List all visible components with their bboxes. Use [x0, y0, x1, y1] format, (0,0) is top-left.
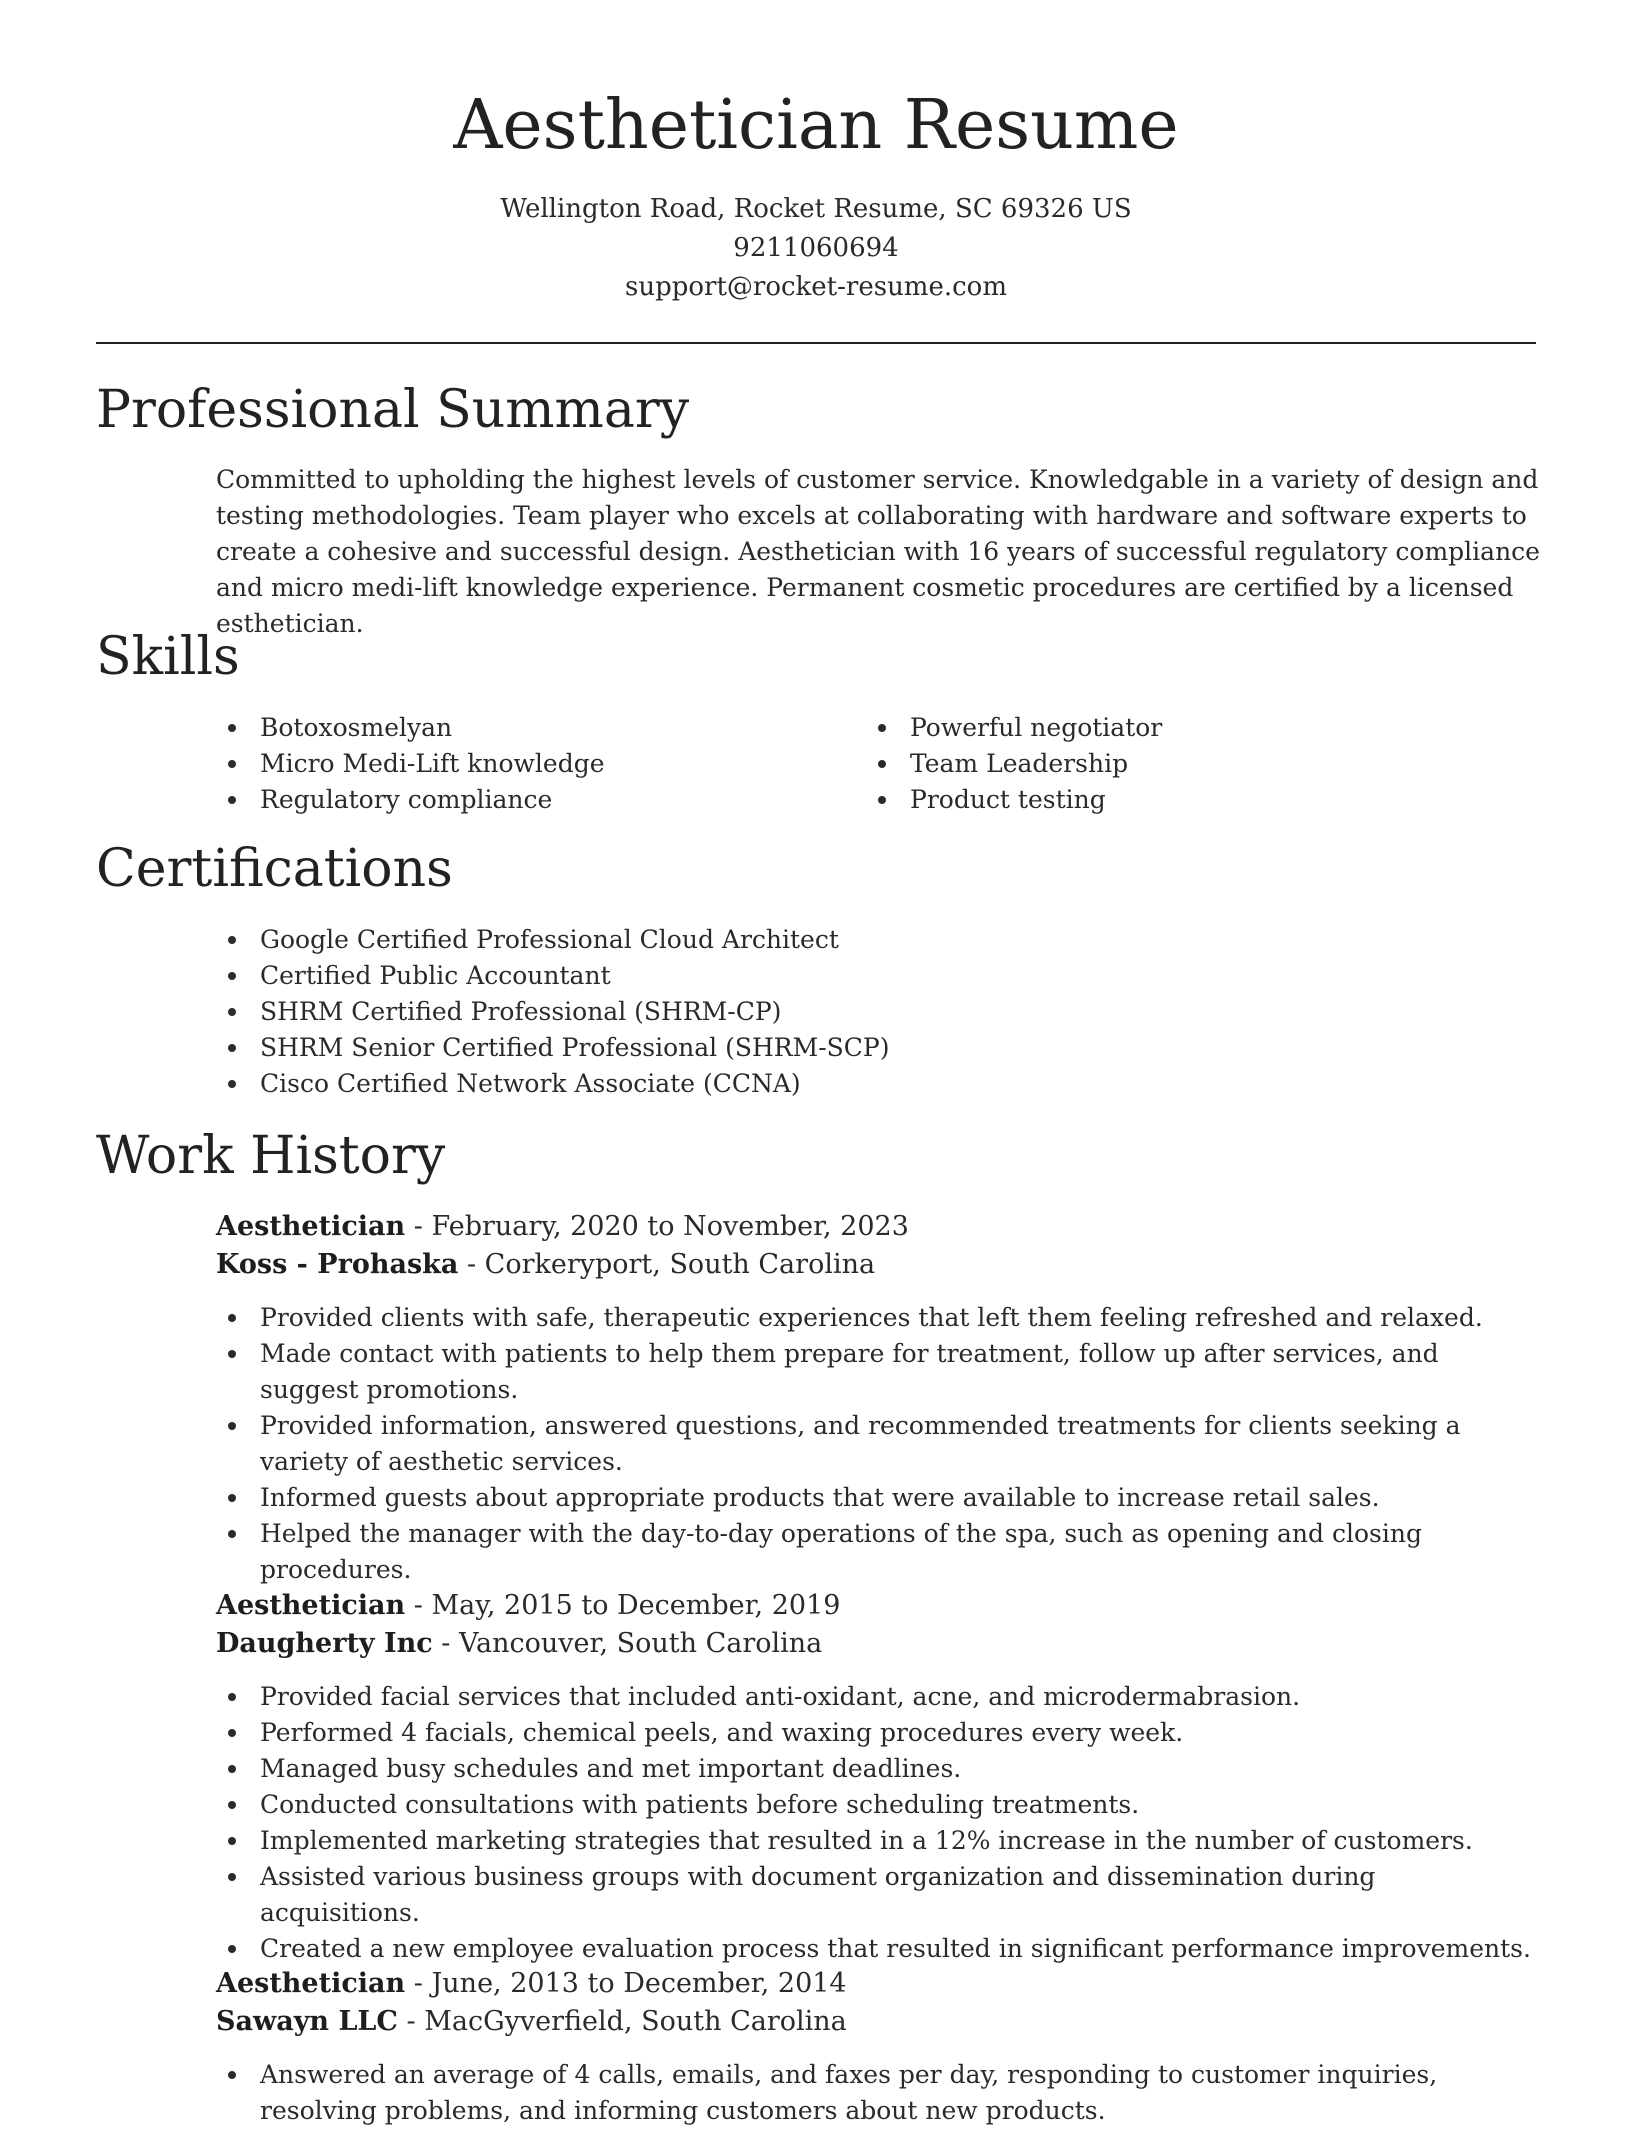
work-history-heading: Work History	[96, 1126, 446, 1186]
bullet-icon	[228, 760, 236, 768]
job-role: Aesthetician	[216, 1590, 406, 1621]
job-entry	[216, 1965, 1542, 2129]
job-company: Sawayn LLC	[216, 2006, 398, 2037]
list-item: Micro Medi-Lift knowledge	[216, 746, 856, 782]
job-dates: May, 2015 to December, 2019	[431, 1590, 841, 1621]
bullet-icon	[228, 1765, 236, 1773]
list-item: Answered an average of 4 calls, emails, and faxes per day, responding to customer inquiries, resolving problems, and informing customers about new products.	[216, 2057, 1542, 2129]
certifications-heading: Certifications	[96, 839, 453, 899]
address: Wellington Road, Rocket Resume, SC 69326 US	[500, 194, 1132, 224]
phone: 9211060694	[733, 233, 899, 263]
list-item: Assisted various business groups with document organization and dissemination during acquisitions.	[216, 1859, 1542, 1931]
list-item: Created a new employee evaluation process that resulted in significant performance improvements.	[216, 1931, 1542, 1967]
job-entry	[216, 1208, 1542, 1588]
list-item: Performed 4 facials, chemical peels, and waxing procedures every week.	[216, 1715, 1542, 1751]
job-dates: February, 2020 to November, 2023	[431, 1211, 909, 1242]
bullet-icon	[228, 1494, 236, 1502]
bullet-icon	[228, 1008, 236, 1016]
resume-title: Aesthetician Resume	[453, 86, 1179, 165]
job-location: MacGyverfield, South Carolina	[424, 2006, 847, 2037]
summary-heading: Professional Summary	[96, 380, 690, 440]
job-company-line: Koss - Prohaska - Corkeryport, South Carolina	[216, 1249, 876, 1280]
list-item: Regulatory compliance	[216, 782, 856, 818]
skills-heading: Skills	[96, 627, 240, 687]
job-company: Koss - Prohaska	[216, 1249, 459, 1280]
bullet-icon	[228, 796, 236, 804]
email: support@rocket-resume.com	[624, 272, 1007, 302]
job-role: Aesthetician	[216, 1968, 406, 1999]
list-item: Provided facial services that included anti-oxidant, acne, and microdermabrasion.	[216, 1679, 1542, 1715]
bullet-icon	[878, 796, 886, 804]
bullet-icon	[228, 1080, 236, 1088]
job-company-line: Daugherty Inc - Vancouver, South Carolina	[216, 1628, 823, 1659]
bullet-icon	[228, 1729, 236, 1737]
bullet-icon	[228, 1422, 236, 1430]
list-item: SHRM Certified Professional (SHRM-CP)	[216, 994, 1516, 1030]
bullet-icon	[228, 1314, 236, 1322]
bullet-icon	[228, 1945, 236, 1953]
list-item: Powerful negotiator	[866, 710, 1506, 746]
contact-block	[0, 190, 1632, 307]
bullet-icon	[228, 1693, 236, 1701]
list-item: Implemented marketing strategies that resulted in a 12% increase in the number of customers.	[216, 1823, 1542, 1859]
bullet-icon	[228, 1837, 236, 1845]
list-item: Certified Public Accountant	[216, 958, 1516, 994]
list-item: Informed guests about appropriate products that were available to increase retail sales.	[216, 1480, 1542, 1516]
list-item: Product testing	[866, 782, 1506, 818]
job-title-line: Aesthetician - February, 2020 to November, 2023	[216, 1211, 909, 1242]
job-bullets	[216, 1679, 1542, 1967]
list-item: Team Leadership	[866, 746, 1506, 782]
summary-text: Committed to upholding the highest levels of customer service. Knowledgable in a variety of design and testing methodologies. Team player who excels at collaborating with hardware and software experts to create a cohesive and successful design. Aesthetician with 16 years of successful regulatory compliance and micro medi-lift knowledge experience. Permanent cosmetic procedures are certified by a licensed esthetician.	[216, 465, 1540, 638]
bullet-icon	[228, 1350, 236, 1358]
bullet-icon	[878, 760, 886, 768]
bullet-icon	[228, 936, 236, 944]
job-bullets	[216, 2057, 1542, 2129]
bullet-icon	[228, 1801, 236, 1809]
skills-list-right	[866, 710, 1506, 818]
job-company: Daugherty Inc	[216, 1628, 433, 1659]
bullet-icon	[228, 724, 236, 732]
job-role: Aesthetician	[216, 1211, 406, 1242]
certifications-list	[216, 922, 1516, 1102]
bullet-icon	[228, 2071, 236, 2079]
job-location: Vancouver, South Carolina	[459, 1628, 823, 1659]
header-divider	[96, 342, 1536, 344]
resume-header	[0, 84, 1632, 307]
job-company-line: Sawayn LLC - MacGyverfield, South Carolina	[216, 2006, 847, 2037]
job-title-line: Aesthetician - June, 2013 to December, 2014	[216, 1968, 847, 1999]
list-item: Botoxosmelyan	[216, 710, 856, 746]
skills-list-left	[216, 710, 856, 818]
job-bullets	[216, 1300, 1542, 1588]
list-item: Conducted consultations with patients before scheduling treatments.	[216, 1787, 1542, 1823]
list-item: Provided clients with safe, therapeutic experiences that left them feeling refreshed and relaxed.	[216, 1300, 1542, 1336]
bullet-icon	[878, 724, 886, 732]
job-dates: June, 2013 to December, 2014	[431, 1968, 847, 1999]
job-title-line: Aesthetician - May, 2015 to December, 2019	[216, 1590, 841, 1621]
job-location: Corkeryport, South Carolina	[484, 1249, 876, 1280]
bullet-icon	[228, 1530, 236, 1538]
list-item: Managed busy schedules and met important deadlines.	[216, 1751, 1542, 1787]
list-item: Google Certified Professional Cloud Architect	[216, 922, 1516, 958]
list-item: SHRM Senior Certified Professional (SHRM-SCP)	[216, 1030, 1516, 1066]
list-item: Cisco Certified Network Associate (CCNA)	[216, 1066, 1516, 1102]
list-item: Provided information, answered questions, and recommended treatments for clients seeking a variety of aesthetic services.	[216, 1408, 1542, 1480]
list-item: Helped the manager with the day-to-day operations of the spa, such as opening and closing procedures.	[216, 1516, 1542, 1588]
list-item: Made contact with patients to help them prepare for treatment, follow up after services, and suggest promotions.	[216, 1336, 1542, 1408]
bullet-icon	[228, 972, 236, 980]
job-entry	[216, 1587, 1542, 1967]
bullet-icon	[228, 1044, 236, 1052]
bullet-icon	[228, 1873, 236, 1881]
